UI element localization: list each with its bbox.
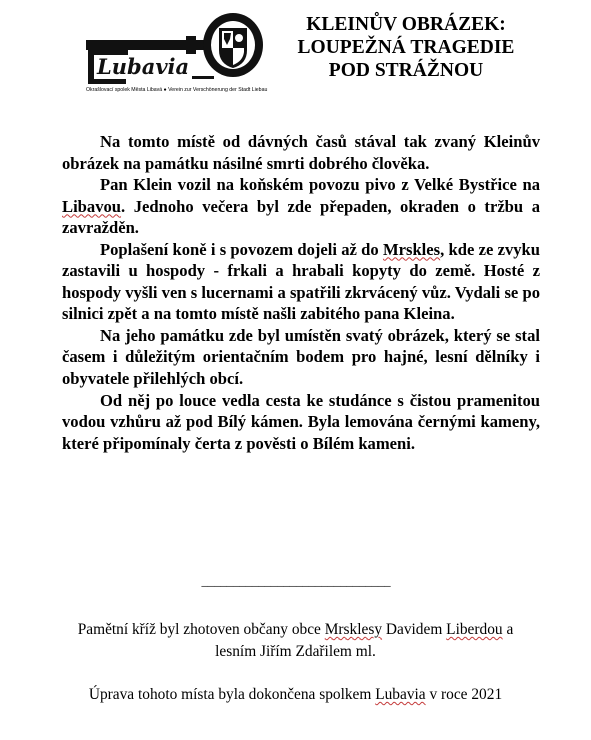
text-run: , kde ze zvyku zastavili u hospody - frkali a hrabali kopyty do země. Hosté z hospody vyšli ven s lucernami a spatřili zkrvácený vůz. Vydali se po silnici zpět a na tomto místě našli zabitého pana Kleina. <box>62 239 541 324</box>
text-run: Pamětní kříž byl zhotoven občany obce <box>77 621 325 638</box>
separator-text: ______________________________ <box>201 573 391 588</box>
flagged-word: Libavou <box>62 196 122 216</box>
flagged-word: Mrsklesy <box>324 621 383 638</box>
title-line: LOUPEŽNÁ TRAGEDIE <box>297 37 515 58</box>
title-line: KLEINŮV OBRÁZEK: <box>306 14 506 35</box>
text-run: Na tomto místě od dávných časů stával tak zvaný Kleinův obrázek na památku násilné smrti dobrého člověka. <box>62 132 540 173</box>
story-paragraph <box>62 174 540 239</box>
logo-wordmark: Lubavia <box>94 55 192 79</box>
text-run: Úprava tohoto místa byla dokončena spolkem <box>88 686 376 703</box>
text-run: Davidem <box>382 621 447 638</box>
text-run: a lesním Jiřím Zdařilem ml. <box>215 621 514 660</box>
page-title <box>296 13 516 82</box>
story-paragraph <box>62 131 540 174</box>
flagged-word: Liberdou <box>446 621 503 638</box>
logo-tagline: Okrašlovací spolek Města Libavá ● Verein zur Verschönerung der Stadt Liebau <box>86 87 268 93</box>
story-text <box>62 131 540 454</box>
flagged-word: Mrskles <box>382 239 441 259</box>
text-run: Na jeho památku zde byl umístěn svatý obrázek, který se stal časem i důležitým orientačním bodem pro hajné, lesní dělníky i obyvatele přilehlých obcí. <box>62 325 540 389</box>
text-run: Pan Klein vozil na koňském povozu pivo z Velké Bystřice na <box>100 175 540 195</box>
separator-line <box>176 573 416 589</box>
story-paragraph <box>62 239 540 325</box>
text-run: . Jednoho večera byl zde přepaden, okraden o tržbu a zavražděn. <box>62 196 540 238</box>
completion-note <box>60 684 531 706</box>
credit-note <box>60 619 531 662</box>
text-run: Poplašení koně i s povozem dojeli až do <box>100 239 383 259</box>
text-run: Od něj po louce vedla cesta ke studánce s čistou pramenitou vodou vzhůru až pod Bílý kámen. Byla lemována černými kameny, které připomínaly čerta z pověsti o Bílém kameni. <box>62 390 540 453</box>
text-run: v roce 2021 <box>425 686 503 703</box>
flagged-word: Lubavia <box>375 686 426 703</box>
story-paragraph <box>62 390 540 455</box>
story-paragraph <box>62 325 540 390</box>
title-line: POD STRÁŽNOU <box>328 60 484 81</box>
